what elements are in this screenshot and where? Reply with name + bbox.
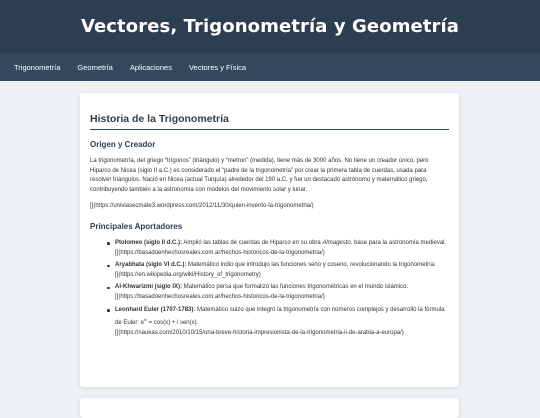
nav-item-aplicaciones[interactable]: Aplicaciones	[129, 62, 172, 72]
list-item	[107, 306, 449, 339]
nav-item-trigonometria[interactable]: Trigonometría	[14, 62, 61, 72]
history-card	[80, 93, 459, 387]
origin-paragraph: La trigonometría, del griego “trígonos” (triángulo) y “metron” (medida), tiene más de 3000 años. No tiene un creador único, pero Hiparco de Nicea (siglo II a.C.) es considerado el “padre de la trigonometría” por crear la primera tabla de cuerdas, usada para resolver triángulos. Nació en Nicea (actual Turquía) alrededor del 190 a.C. y fue un destacado astrónomo y matemático griego, contribuyendo también a la astronomía con modelos del movimiento solar y lunar.	[90, 158, 429, 193]
contributor-desc: Amplió las tablas de cuerdas de Hiparco en su obra	[182, 239, 323, 246]
contributor-link[interactable]: [](https://basadoenhechosreales.com.ar/hechos-historicos-de-la-trigonometria/)	[115, 249, 325, 256]
contributor-desc: Matemático suizo que integró la trigonometría con números complejos y desarrolló la fórmula de Euler: e	[115, 306, 445, 327]
nav-item-geometria[interactable]: Geometría	[77, 62, 113, 72]
contributors-list	[90, 239, 449, 338]
site-header	[0, 0, 540, 53]
list-item	[107, 239, 449, 258]
nav-item-vectores-fisica[interactable]: Vectores y Física	[188, 62, 247, 72]
next-card	[80, 398, 459, 418]
contributor-name: Leonhard Euler (1707-1783):	[115, 306, 196, 313]
contributor-desc: Matemático indio que introdujo las funciones seno y coseno, revolucionando la trigonometría.	[186, 262, 436, 269]
site-title: Vectores, Trigonometría y Geometría	[80, 16, 460, 37]
contributor-link[interactable]: [](https://en.wikipedia.org/wiki/History_of_trigonometry)	[115, 271, 261, 278]
contributor-link[interactable]: [](https://naukas.com/2010/10/15/una-breve-historia-impresionista-de-la-trigonometria-ii-de-arabia-a-europa/)	[115, 329, 404, 336]
main-nav	[0, 53, 540, 81]
list-item	[107, 261, 449, 280]
contributor-name: Al-Khwarizmi (siglo IX):	[115, 284, 183, 291]
contributor-desc: Matemático persa que formalizó las funciones trigonométricas en el mundo islámico.	[182, 284, 409, 291]
formula-rest: = cos(x) + i sen(x).	[146, 320, 199, 327]
contributor-name: Aryabhata (siglo VI d.C.):	[115, 262, 187, 269]
contributor-link[interactable]: [](https://basadoenhechosreales.com.ar/hechos-historicos-de-la-trigonometria/)	[115, 293, 325, 300]
section-title: Historia de la Trigonometría	[90, 113, 449, 130]
contributor-desc-end: , base para la astronomía medieval.	[350, 239, 447, 246]
contributors-heading: Principales Aportadores	[90, 221, 183, 231]
origin-heading: Origen y Creador	[90, 140, 156, 149]
list-item	[107, 283, 449, 302]
contributor-name: Ptolomeo (siglo II d.C.):	[115, 239, 182, 246]
formula-exponent: ix	[144, 317, 147, 323]
origin-link[interactable]: [](https://univiasecmate3.wordpress.com/2012/11/30/quien-invento-la-trigonometria/)	[90, 203, 314, 210]
contributor-work: Almagesto	[322, 239, 351, 246]
